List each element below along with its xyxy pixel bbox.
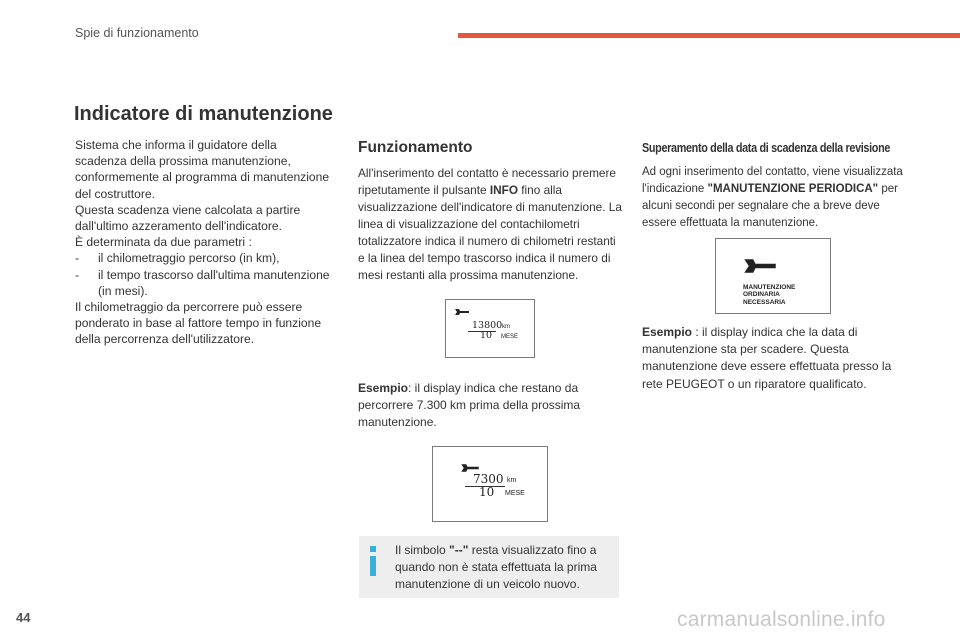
header-accent-bar [458,33,960,38]
parameter-text: il tempo trascorso dall'ultima manutenzione (in mesi). [98,267,330,298]
maintenance-message: "MANUTENZIONE PERIODICA" [707,183,879,195]
info-note [359,536,619,598]
odometer-display-example-1 [445,299,535,358]
display-line: ORDINARIA [743,291,780,299]
info-icon [368,546,378,576]
body-text: fino alla visualizzazione dell'indicatore di manutenzione. La linea di visualizzazione del contachilometri totalizzatore indica il numero di chilometri restanti e la linea del tempo trascorso indica il numero di mesi restanti alla prossima manutenzione. [358,183,622,282]
example-text: : il display indica che restano da percorrere 7.300 km prima della prossima manutenzione. [358,381,581,429]
info-text: Il simbolo [395,543,450,557]
parameter-item-time [75,267,345,299]
section-title-superamento: Superamento della data di scadenza della revisione [642,140,891,155]
km-unit: km [507,477,517,484]
month-value: 10 [480,330,493,341]
funzionamento-body [358,165,623,284]
outro-line: ponderato in base al fattore tempo in funzione [75,316,322,331]
example-superamento [642,324,912,393]
km-unit: km [502,324,510,330]
section-title-funzionamento: Funzionamento [358,139,473,156]
month-value: 10 [479,485,495,499]
example-text: : il display indica che la data di manutenzione sta per scadere. Questa manutenzione deve essere effettuata presso la rete PEUGEOT o un riparatore qualificato. [642,325,892,391]
body-text: per alcuni secondi per segnalare che a breve deve essere effettuata la manutenzione. [642,183,898,229]
list-dash: - [75,267,80,282]
body-text: Ad ogni inserimento del contatto, viene visualizzata l'indicazione [642,166,903,195]
display-line: MANUTENZIONE [743,284,796,291]
intro-column [75,137,345,348]
wrench-icon [742,257,778,275]
body-text: All'inserimento del contatto è necessario premere ripetutamente il pulsante [358,166,616,197]
info-button-label: INFO [489,183,518,197]
intro-line: È determinata da due parametri : [75,235,252,250]
km-value: 13800 [472,320,503,331]
intro-line: del costruttore. [75,186,155,201]
section-header: Spie di funzionamento [75,26,199,40]
maintenance-display-example [715,238,831,314]
example-funzionamento [358,380,623,431]
display-line: NECESSARIA [743,298,786,306]
page-number: 44 [16,610,31,625]
page-title: Indicatore di manutenzione [74,103,333,125]
watermark: carmanualsonline.info [677,608,886,631]
maintenance-message-display [743,284,795,306]
parameter-item-km [75,250,345,266]
month-unit: MESE [501,334,519,340]
intro-line: dall'ultimo azzeramento dell'indicatore. [75,219,282,234]
symbol-label: "--" [449,543,469,557]
intro-line: scadenza della prossima manutenzione, [75,154,291,169]
month-unit: MESE [505,490,525,497]
list-dash: - [75,251,80,266]
outro-line: Il chilometraggio da percorrere può essere [75,300,303,315]
intro-line: Questa scadenza viene calcolata a partire [75,202,301,217]
wrench-icon [454,308,470,316]
odometer-display-example-2 [432,446,548,522]
parameter-text: il chilometraggio percorso (in km), [98,251,280,266]
intro-line: conformemente al programma di manutenzione [75,170,330,185]
info-text: resta visualizzato fino a quando non è stata effettuata la prima manutenzione di un veicolo nuovo. [395,543,597,591]
outro-line: della percorrenza dell'utilizzatore. [75,332,255,347]
info-note-text [395,542,613,593]
intro-line: Sistema che informa il guidatore della [75,138,277,152]
example-label: Esempio [642,325,693,339]
example-label: Esempio [358,381,409,395]
km-value: 7300 [473,472,504,486]
superamento-body [642,164,912,232]
